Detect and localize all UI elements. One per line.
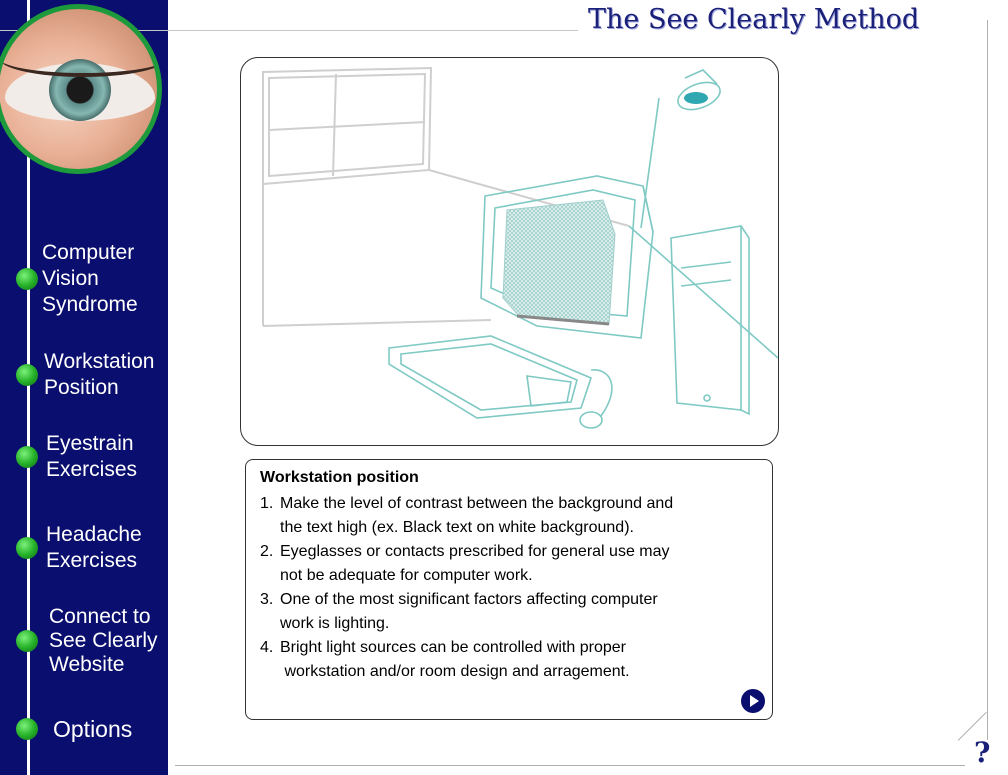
sidebar-item-label: Computer Vision Syndrome bbox=[42, 241, 138, 316]
sidebar-item-label: Headache Exercises bbox=[46, 523, 142, 572]
page-title: The See Clearly Method bbox=[588, 4, 920, 35]
next-play-arrow-icon[interactable] bbox=[741, 689, 765, 713]
sidebar-item-computer-vision-syndrome[interactable] bbox=[16, 240, 138, 318]
step-text-line2: not be adequate for computer work. bbox=[280, 567, 533, 584]
sidebar-item-connect-see-clearly-website[interactable] bbox=[16, 605, 158, 677]
list-item bbox=[260, 588, 760, 636]
step-number: 2. bbox=[260, 543, 274, 560]
sidebar-item-options[interactable] bbox=[16, 716, 132, 742]
green-bullet-icon bbox=[16, 630, 38, 652]
computer-desk-illustration bbox=[241, 58, 778, 445]
green-bullet-icon bbox=[16, 364, 38, 386]
workstation-illustration bbox=[240, 57, 779, 446]
step-text-line2: work is lighting. bbox=[280, 615, 390, 632]
step-number: 4. bbox=[260, 639, 274, 656]
step-text-line2: workstation and/or room design and arragement. bbox=[280, 663, 630, 680]
info-panel bbox=[245, 459, 773, 720]
green-bullet-icon bbox=[16, 268, 38, 290]
help-question-icon[interactable]: ? bbox=[974, 736, 991, 769]
step-number: 3. bbox=[260, 591, 274, 608]
list-item bbox=[260, 540, 760, 588]
list-item bbox=[260, 492, 760, 540]
right-edge-rule bbox=[987, 20, 988, 740]
green-bullet-icon bbox=[16, 718, 38, 740]
green-bullet-icon bbox=[16, 537, 38, 559]
step-text-line1: Bright light sources can be controlled with proper bbox=[280, 639, 626, 656]
sidebar-item-headache-exercises[interactable] bbox=[16, 522, 142, 574]
step-number: 1. bbox=[260, 495, 274, 512]
step-text-line1: Make the level of contrast between the background and bbox=[280, 495, 674, 512]
green-bullet-icon bbox=[16, 446, 38, 468]
step-text-line2: the text high (ex. Black text on white background). bbox=[280, 519, 634, 536]
sidebar-item-label: Connect to See Clearly Website bbox=[49, 605, 158, 676]
step-text-line1: One of the most significant factors affecting computer bbox=[280, 591, 658, 608]
list-item bbox=[260, 636, 760, 684]
sidebar-item-workstation-position[interactable] bbox=[16, 349, 155, 401]
sidebar-item-label: Workstation Position bbox=[44, 350, 155, 399]
step-text-line1: Eyeglasses or contacts prescribed for general use may bbox=[280, 543, 670, 560]
eye-logo-image bbox=[0, 4, 162, 174]
sidebar-item-label: Options bbox=[53, 716, 133, 742]
sidebar-item-eyestrain-exercises[interactable] bbox=[16, 431, 137, 483]
section-heading: Workstation position bbox=[260, 469, 419, 486]
footer-rule bbox=[175, 765, 965, 766]
sidebar-item-label: Eyestrain Exercises bbox=[46, 432, 138, 481]
